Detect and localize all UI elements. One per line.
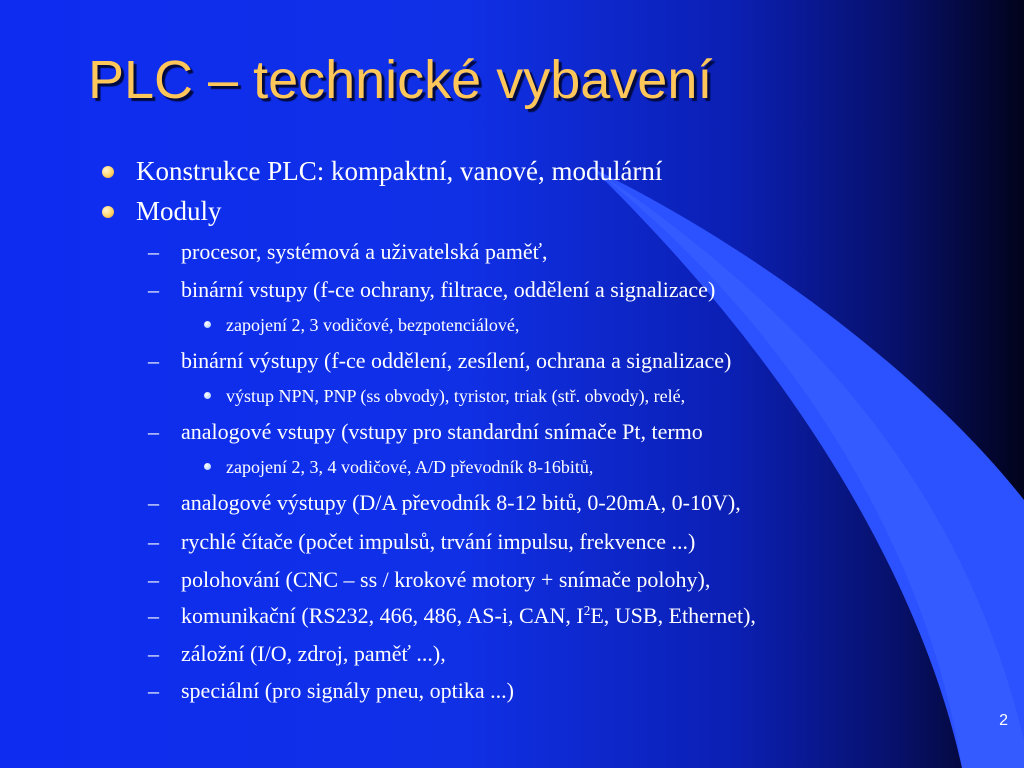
- list-item-level2: polohování (CNC – ss / krokové motory + snímače polohy),: [181, 567, 711, 592]
- list-item-level2: binární vstupy (f-ce ochrany, filtrace, oddělení a signalizace): [181, 277, 716, 302]
- list-item-level2: speciální (pro signály pneu, optika ...): [181, 678, 514, 703]
- list-item-level2: rychlé čítače (počet impulsů, trvání impulsu, frekvence ...): [181, 529, 696, 554]
- dash-marker: –: [148, 641, 159, 666]
- list-item-level3: výstup NPN, PNP (ss obvody), tyristor, triak (stř. obvody), relé,: [226, 386, 686, 406]
- item-text-part: E, USB, Ethernet),: [590, 603, 756, 628]
- item-text-part: komunikační (RS232, 466, 486, AS-i, CAN, I: [181, 603, 584, 628]
- list-item-level3: zapojení 2, 3 vodičové, bezpotenciálové,: [226, 315, 520, 335]
- dash-marker: –: [148, 603, 159, 628]
- dash-marker: –: [148, 239, 159, 264]
- list-item-level2: analogové výstupy (D/A převodník 8-12 bitů, 0-20mA, 0-10V),: [181, 490, 741, 515]
- dash-marker: –: [148, 567, 159, 592]
- list-item-level2: analogové vstupy (vstupy pro standardní snímače Pt, termo: [181, 419, 703, 444]
- bullet-icon: [102, 206, 114, 218]
- list-item-level2: binární výstupy (f-ce oddělení, zesílení, ochrana a signalizace): [181, 348, 732, 373]
- list-item-level2: záložní (I/O, zdroj, paměť ...),: [181, 641, 446, 666]
- dash-marker: –: [148, 678, 159, 703]
- list-item-level2: procesor, systémová a uživatelská paměť,: [181, 239, 548, 264]
- dash-marker: –: [148, 529, 159, 554]
- superscript: 2: [583, 603, 591, 619]
- dash-marker: –: [148, 277, 159, 302]
- list-item-level2: [181, 605, 756, 627]
- slide-title: PLC – technické vybavení: [88, 50, 713, 110]
- dash-marker: –: [148, 419, 159, 444]
- bullet-icon: [102, 166, 114, 178]
- list-item-level1: Konstrukce PLC: kompaktní, vanové, modulární: [136, 156, 663, 186]
- small-bullet-icon: [204, 392, 211, 399]
- dash-marker: –: [148, 348, 159, 373]
- small-bullet-icon: [204, 321, 211, 328]
- small-bullet-icon: [204, 463, 211, 470]
- dash-marker: –: [148, 490, 159, 515]
- page-number: 2: [999, 712, 1008, 729]
- list-item-level1: Moduly: [136, 196, 222, 226]
- list-item-level3: zapojení 2, 3, 4 vodičové, A/D převodník 8-16bitů,: [226, 457, 594, 477]
